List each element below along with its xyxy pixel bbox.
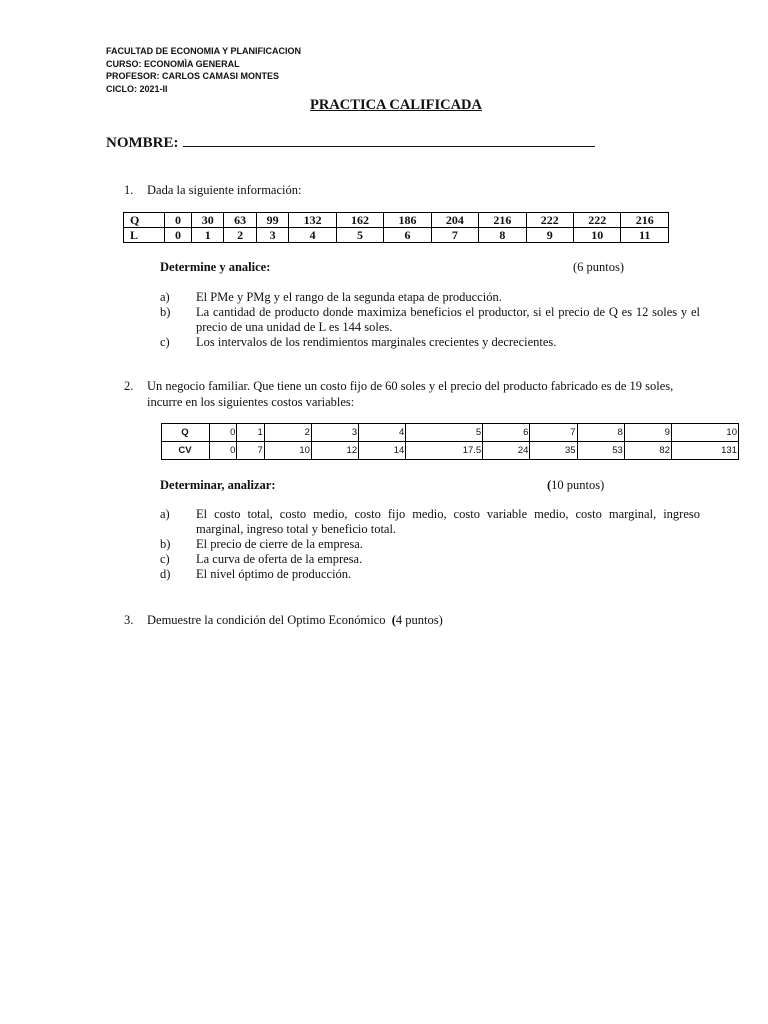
table-cell: 4 xyxy=(359,424,406,442)
list-item xyxy=(160,567,700,582)
table-cell: 9 xyxy=(526,228,573,243)
table-cell: Q xyxy=(124,213,165,228)
table-cell: 99 xyxy=(256,213,288,228)
table-cell: 7 xyxy=(237,442,264,460)
table-cell: 216 xyxy=(621,213,669,228)
list-item xyxy=(160,507,700,537)
table-cell: 17.5 xyxy=(406,442,483,460)
name-blank-line xyxy=(183,132,595,147)
table-cell: 35 xyxy=(530,442,577,460)
name-field xyxy=(106,132,595,152)
item-text: Los intervalos de los rendimientos marginales crecientes y decrecientes. xyxy=(196,335,557,349)
table-cell: 0 xyxy=(210,442,237,460)
table-cell: 0 xyxy=(165,228,192,243)
table-cell: 1 xyxy=(237,424,264,442)
table-cell: CV xyxy=(162,442,210,460)
item-text: El nivel óptimo de producción. xyxy=(196,567,352,581)
item-text: La curva de oferta de la empresa. xyxy=(196,552,363,566)
table-cell: 7 xyxy=(431,228,478,243)
table-cell: 53 xyxy=(577,442,624,460)
table-cell: 1 xyxy=(192,228,224,243)
table-cell: 10 xyxy=(573,228,620,243)
question-1-subhead xyxy=(160,260,270,275)
table-cell: 12 xyxy=(311,442,358,460)
question-2-line-1: Un negocio familiar. Que tiene un costo fijo de 60 soles y el precio del producto fabricado es de 19 soles, xyxy=(147,379,674,393)
question-1-items xyxy=(160,290,700,350)
table-cell: 186 xyxy=(384,213,431,228)
table-cell: 132 xyxy=(289,213,336,228)
course-line: CURSO: ECONOMÌA GENERAL xyxy=(106,58,240,69)
list-item xyxy=(160,335,700,350)
table-cell: 3 xyxy=(256,228,288,243)
question-3-body: Demuestre la condición del Optimo Económico xyxy=(147,613,386,627)
table-cell: 222 xyxy=(573,213,620,228)
table-cell: 8 xyxy=(479,228,526,243)
table-row xyxy=(162,442,739,460)
table-cell: 14 xyxy=(359,442,406,460)
question-2-subhead xyxy=(160,478,275,493)
table-cell: 9 xyxy=(624,424,671,442)
table-cell: 5 xyxy=(336,228,383,243)
cycle-line: CICLO: 2021-II xyxy=(106,83,168,94)
table-cell: 8 xyxy=(577,424,624,442)
item-letter: b) xyxy=(160,537,171,551)
list-item xyxy=(160,537,700,552)
table-cell: 131 xyxy=(671,442,738,460)
table-cell: Q xyxy=(162,424,210,442)
table-cell: 6 xyxy=(384,228,431,243)
item-text: El PMe y PMg y el rango de la segunda etapa de producción. xyxy=(196,290,502,304)
question-2-number: 2. xyxy=(124,379,134,393)
table-cell: 24 xyxy=(483,442,530,460)
table-cell: 11 xyxy=(621,228,669,243)
question-3-number: 3. xyxy=(124,613,134,627)
points-paren: ( xyxy=(391,613,396,627)
item-letter: c) xyxy=(160,552,170,566)
item-letter: a) xyxy=(160,507,170,521)
question-2-line-2: incurre en los siguientes costos variables: xyxy=(147,394,355,409)
item-text: El costo total, costo medio, costo fijo medio, costo variable medio, costo marginal, ingreso marginal, ingreso total y beneficio total. xyxy=(196,507,700,536)
question-1-points: (6 puntos) xyxy=(573,260,625,274)
item-letter: a) xyxy=(160,290,170,304)
document-header xyxy=(106,45,301,95)
table-cell: 6 xyxy=(483,424,530,442)
table-cell: 10 xyxy=(264,442,311,460)
list-item xyxy=(160,290,700,305)
list-item xyxy=(160,552,700,567)
table-cell: 0 xyxy=(165,213,192,228)
question-3-text xyxy=(147,613,443,629)
item-letter: d) xyxy=(160,567,171,581)
table-cell: 2 xyxy=(224,228,256,243)
table-row xyxy=(124,213,669,228)
subhead-text: Determinar, analizar: xyxy=(160,478,276,492)
question-2-text xyxy=(147,379,673,410)
points-text: 10 puntos) xyxy=(551,478,605,492)
table-row xyxy=(124,228,669,243)
points-paren: ( xyxy=(547,478,552,492)
name-label: NOMBRE: xyxy=(106,135,179,151)
table-cell: 7 xyxy=(530,424,577,442)
table-cell: 204 xyxy=(431,213,478,228)
table-cell: 3 xyxy=(311,424,358,442)
table-cell: 4 xyxy=(289,228,336,243)
question-1-number: 1. xyxy=(124,183,134,197)
list-item xyxy=(160,305,700,335)
table-cell: 0 xyxy=(210,424,237,442)
table-cell: 216 xyxy=(479,213,526,228)
item-letter: b) xyxy=(160,305,171,319)
professor-line: PROFESOR: CARLOS CAMASI MONTES xyxy=(106,71,280,81)
faculty-line: FACULTAD DE ECONOMIA Y PLANIFICACION xyxy=(106,46,302,56)
table-cell: 30 xyxy=(192,213,224,228)
question-1-text: Dada la siguiente información: xyxy=(147,183,302,197)
question-2-points xyxy=(547,478,604,493)
table-cell: 162 xyxy=(336,213,383,228)
page-title: PRACTICA CALIFICADA xyxy=(310,97,482,113)
item-text: La cantidad de producto donde maximiza beneficios el productor, si el precio de Q es 12 soles y el precio de una unidad de L es 144 soles. xyxy=(196,305,700,334)
table-row xyxy=(162,424,739,442)
table-cell: 2 xyxy=(264,424,311,442)
table-cell: 10 xyxy=(671,424,738,442)
question-2-items xyxy=(160,507,700,582)
item-text: El precio de cierre de la empresa. xyxy=(196,537,363,551)
table-cell: 222 xyxy=(526,213,573,228)
question-3-points: 4 puntos) xyxy=(395,613,443,627)
subhead-text: Determine y analice: xyxy=(160,260,271,274)
production-table xyxy=(123,212,669,243)
variable-cost-table xyxy=(161,423,739,460)
table-cell: 5 xyxy=(406,424,483,442)
table-cell: 82 xyxy=(624,442,671,460)
table-cell: 63 xyxy=(224,213,256,228)
item-letter: c) xyxy=(160,335,170,349)
table-cell: L xyxy=(124,228,165,243)
